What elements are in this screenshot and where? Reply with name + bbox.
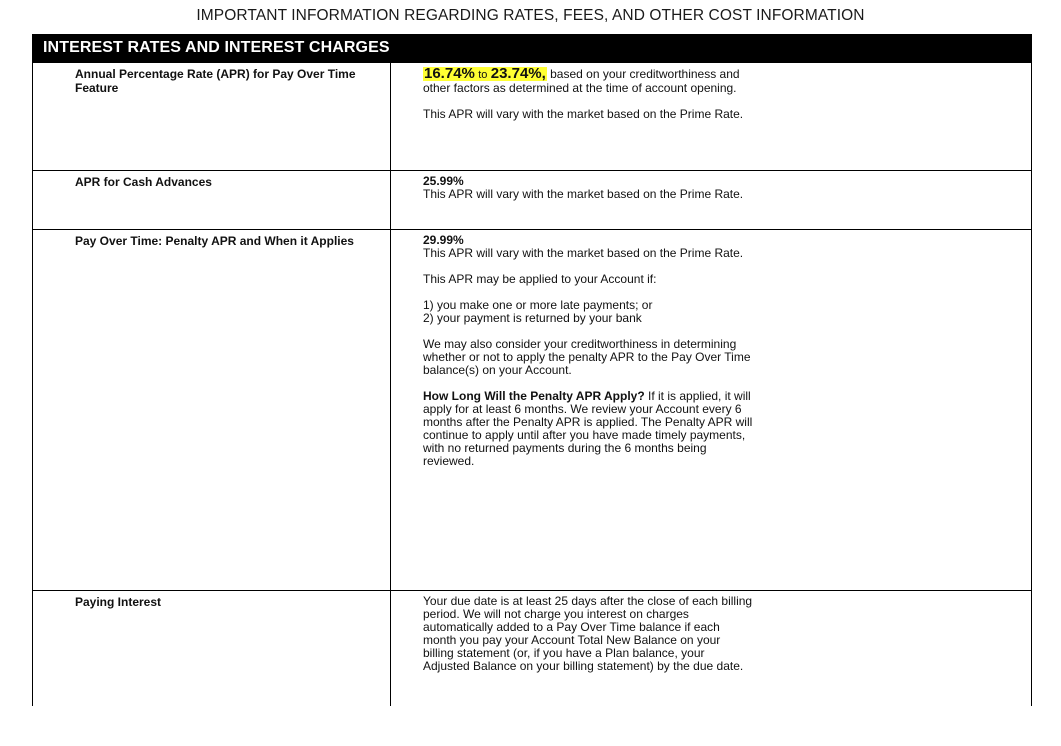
penalty-how-long-text: If it is applied, it will apply for at least 6 months. We review your Account every 6 months after the Penalty APR is applied. The Penalty APR will continue to apply until after you have made timely payments, with no returned payments during the 6 months being reviewed.: [423, 389, 753, 468]
penalty-note: This APR will vary with the market based on the Prime Rate.: [423, 246, 744, 260]
table-row-apr: [33, 62, 1031, 170]
apr-note: This APR will vary with the market based on the Prime Rate.: [423, 107, 744, 121]
row-label-cash: APR for Cash Advances: [33, 171, 391, 229]
apr-rate-high: 23.74%,: [490, 65, 546, 82]
penalty-how-long-title: How Long Will the Penalty APR Apply?: [423, 389, 645, 403]
paying-text: Your due date is at least 25 days after the close of each billing period. We will not charge you interest on charges automatically added to a Pay Over Time balance if each month you pay your Account Total New Balance on your billing statement (or, if you have a Plan balance, your Adjusted Balance on your billing statement) by the due date.: [423, 594, 753, 673]
row-label-paying: Paying Interest: [33, 591, 391, 731]
apr-rate-low: 16.74%: [424, 65, 475, 82]
section-header: INTEREST RATES AND INTEREST CHARGES: [33, 34, 1031, 62]
apr-rate-to: to: [478, 69, 488, 81]
penalty-applies-intro: This APR may be applied to your Account if:: [423, 272, 657, 286]
row-label-apr: Annual Percentage Rate (APR) for Pay Over Time Feature: [33, 63, 391, 170]
apr-rate-text: [423, 67, 753, 95]
penalty-creditworthiness: We may also consider your creditworthiness in determining whether or not to apply the penalty APR to the Pay Over Time balance(s) on your Account.: [423, 337, 751, 377]
row-label-penalty: Pay Over Time: Penalty APR and When it Applies: [33, 230, 391, 590]
apr-rate-highlight: [423, 67, 547, 81]
row-value-apr: [391, 63, 1031, 170]
row-value-penalty: [391, 230, 1031, 590]
cash-rate: 25.99%: [423, 174, 464, 188]
table-row-penalty: [33, 229, 1031, 590]
penalty-rate: 29.99%: [423, 233, 464, 247]
rates-table: [32, 34, 1032, 731]
apr-rate-suffix: based on your creditworthiness and other factors as determined at the time of account opening.: [423, 67, 740, 95]
row-value-cash: [391, 171, 1031, 229]
penalty-condition-2: 2) your payment is returned by your bank: [423, 311, 642, 325]
page-clip: [0, 706, 1061, 746]
page-title: IMPORTANT INFORMATION REGARDING RATES, FEES, AND OTHER COST INFORMATION: [196, 7, 865, 24]
penalty-condition-1: 1) you make one or more late payments; or: [423, 298, 653, 312]
cash-note: This APR will vary with the market based on the Prime Rate.: [423, 187, 744, 201]
table-row-cash: [33, 170, 1031, 229]
